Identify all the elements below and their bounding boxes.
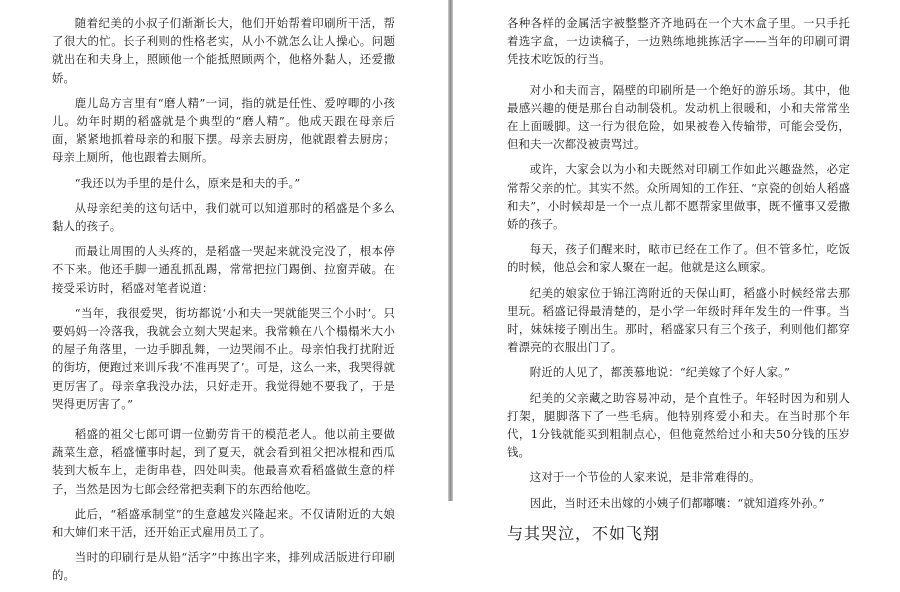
left-paragraph-7: 稻盛的祖父七郎可谓一位勤劳肯干的模范老人。他以前主要做蔬菜生意，稻盛懂事时起，到了夏天，就会看到祖父把冰棍和西瓜装到大板车上，走街串巷，四处叫卖。他最喜欢看稻盛做生意的样子，当然是因为七郎会经常把卖剩下的东西给他吃。	[52, 427, 395, 496]
left-paragraph-8: 此后，“稻盛承制堂”的生意越发兴隆起来。不仅请附近的大娘和大婶们来干活，还开始正式雇用员工了。	[52, 506, 395, 540]
right-paragraph-3: 或许，大家会以为小和夫既然对印刷工作如此兴趣盎然，必定常帮父亲的忙。其实不然。众所周知的工作狂、“京瓷的创始人稻盛和夫”，小时候却是一个一点儿都不愿帮家里做事，既不懂事又爱撒娇的孩子。	[507, 162, 850, 232]
right-page	[453, 0, 900, 543]
left-paragraph-5: 而最让周围的人头疼的，是稻盛一哭起来就没完没了，根本停不下来。他还手脚一通乱抓乱踢，常常把拉门踢倒、拉窗弄破。在接受采访时，稻盛对笔者说道：	[52, 244, 395, 295]
left-paragraph-9: 当时的印刷行是从铅“活字”中拣出字来，排列成活版进行印刷的。	[52, 550, 395, 583]
left-paragraph-2: 鹿儿岛方言里有“磨人精”一词，指的就是任性、爱哼唧的小孩儿。幼年时期的稻盛就是个典型的“磨人精”。他成天跟在母亲后面，紧紧地抓着母亲的和服下摆。母亲去厨房，他就跟着去厨房；母亲上厕所，他也跟着去厕所。	[52, 95, 395, 165]
right-paragraph-7: 纪美的父亲藏之助容易冲动，是个直性子。年轻时因为和别人打架，腿脚落下了一些毛病。他特别疼爱小和夫。在当时那个年代，1分钱就能买到粗制点心，但他竟然给过小和夫50分钱的压岁钱。	[507, 390, 850, 460]
left-paragraph-6: “当年，我很爱哭，街坊都说‘小和夫一哭就能哭三个小时’。只要妈妈一冷落我，我就会立刻大哭起来。我常赖在八个榻榻米大小的屋子角落里，一边手脚乱舞，一边哭闹不止。母亲怕我打扰附近的街坊，便跑过来训斥我‘不准再哭了’。可是，这么一来，我哭得就更厉害了。母亲拿我没办法，只好走开。我觉得她不要我了，于是哭得更厉害了。”	[52, 305, 395, 411]
left-text-column	[52, 14, 395, 592]
right-paragraph-9: 因此，当时还未出嫁的小姨子们都嘟囔：“就知道疼外孙。”	[529, 495, 825, 510]
right-paragraph-4: 每天，孩子们醒来时，畩市已经在工作了。但不管多忙，吃饭的时候，他总会和家人聚在一起。他就是这么顾家。	[507, 242, 850, 275]
left-paragraph-4: 从母亲纪美的这句话中，我们就可以知道那时的稻盛是个多么黏人的孩子。	[52, 200, 395, 234]
right-text-column	[507, 14, 850, 546]
right-paragraph-6: 附近的人见了，都羡慕地说：“纪美嫁了个好人家。”	[529, 365, 790, 380]
right-paragraph-2: 对小和夫而言，隔壁的印刷所是一个绝好的游乐场。其中，他最感兴趣的便是那台自动制袋机。发动机上很暖和，小和夫常常坐在上面暖脚。这一行为很危险，如果被卷入传输带，可能会受伤，但和夫一次都没被责骂过。	[507, 82, 850, 152]
right-paragraph-1: 各种各样的金属活字被整整齐齐地码在一个大木盒子里。一只手托着选字盒，一边读稿子，一边熟练地挑拣活字——当年的印刷可谓凭技术吃饭的行当。	[507, 16, 850, 67]
section-heading: 与其哭泣，不如飞翔	[507, 523, 661, 543]
left-paragraph-1: 随着纪美的小叔子们渐渐长大，他们开始帮着印刷所干活，帮了很大的忙。长子利则的性格老实，从小不就怎么让人操心。问题就出在和夫身上，照顾他一个能抵照顾两个，他格外黏人，还爱撒娇。	[52, 16, 395, 85]
right-paragraph-5: 纪美的娘家位于锦江湾附近的天保山町，稻盛小时候经常去那里玩。稻盛记得最清楚的，是小学一年级时拜年发生的一件事。当时，妹妹接子刚出生。那时，稻盛家只有三个孩子，利则他们都穿着漂亮的衣服出门了。	[507, 285, 850, 355]
left-page	[0, 0, 448, 583]
left-paragraph-3: “我还以为手里的是什么，原来是和夫的手。”	[74, 175, 301, 190]
right-paragraph-8: 这对于一个节俭的人家来说，是非常难得的。	[529, 470, 761, 485]
